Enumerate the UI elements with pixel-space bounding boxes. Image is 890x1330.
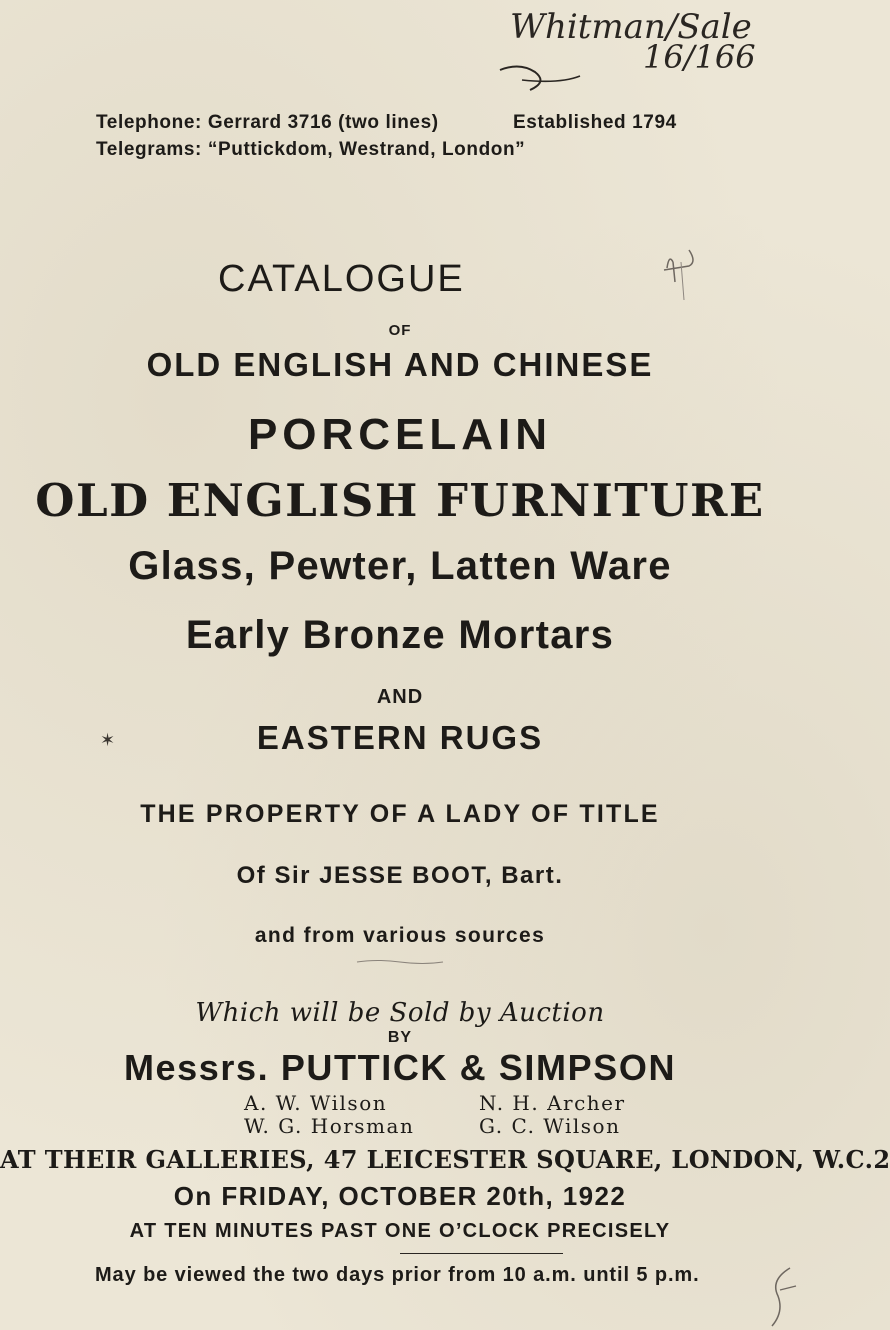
- and-word: AND: [376, 686, 424, 708]
- viewing-notice: May be viewed the two days prior from 10 a.m. until 5 p.m.: [95, 1264, 700, 1286]
- heading-eastern-rugs: EASTERN RUGS: [256, 719, 544, 756]
- partner-name: G. C. Wilson: [479, 1114, 621, 1138]
- handwritten-sale-note: Whitman/Sale: [510, 7, 752, 47]
- jesse-boot-line: Of Sir JESSE BOOT, Bart.: [236, 862, 564, 889]
- auctioneers-name: Messrs. PUTTICK & SIMPSON: [123, 1047, 677, 1088]
- telephone-label: Telephone:: [96, 112, 202, 133]
- partner-name: W. G. Horsman: [244, 1114, 415, 1138]
- catalogue-title: CATALOGUE: [218, 258, 465, 300]
- property-line: THE PROPERTY OF A LADY OF TITLE: [140, 800, 660, 828]
- auction-date: On FRIDAY, OCTOBER 20th, 1922: [173, 1181, 627, 1211]
- heading-bronze-mortars: Early Bronze Mortars: [185, 613, 615, 657]
- handwritten-annotation: [460, 0, 800, 100]
- various-sources-line: and from various sources: [254, 924, 546, 947]
- galleries-address: AT THEIR GALLERIES, 47 LEICESTER SQUARE, LONDON, W.C.2: [0, 1145, 890, 1174]
- established-date: Established 1794: [513, 112, 677, 133]
- telephone-value: Gerrard 3716 (two lines): [207, 112, 439, 133]
- telegrams-line: [96, 139, 525, 161]
- pencil-mark-icon: [659, 232, 699, 302]
- by-word: BY: [387, 1029, 413, 1046]
- auction-time: AT TEN MINUTES PAST ONE O’CLOCK PRECISELY: [129, 1220, 671, 1242]
- sold-by-auction-line: Which will be Sold by Auction: [195, 998, 605, 1028]
- heading-porcelain: PORCELAIN: [247, 410, 553, 459]
- pencil-mark-icon: [750, 1260, 800, 1330]
- telegrams-label: Telegrams:: [96, 139, 202, 160]
- telephone-line: [96, 112, 677, 134]
- handwritten-number: 16/166: [643, 38, 756, 76]
- partner-name: N. H. Archer: [479, 1091, 626, 1115]
- of-word: OF: [388, 322, 412, 339]
- heading-old-english-chinese: OLD ENGLISH AND CHINESE: [146, 346, 654, 383]
- telegrams-value: “Puttickdom, Westrand, London”: [207, 139, 526, 160]
- heading-glass-pewter: Glass, Pewter, Latten Ware: [128, 544, 672, 588]
- partner-name: A. W. Wilson: [244, 1091, 388, 1115]
- divider-rule: [355, 957, 445, 967]
- star-mark-icon: ✶: [100, 730, 116, 750]
- divider-rule: [400, 1253, 563, 1254]
- heading-old-english-furniture: OLD ENGLISH FURNITURE: [35, 474, 765, 527]
